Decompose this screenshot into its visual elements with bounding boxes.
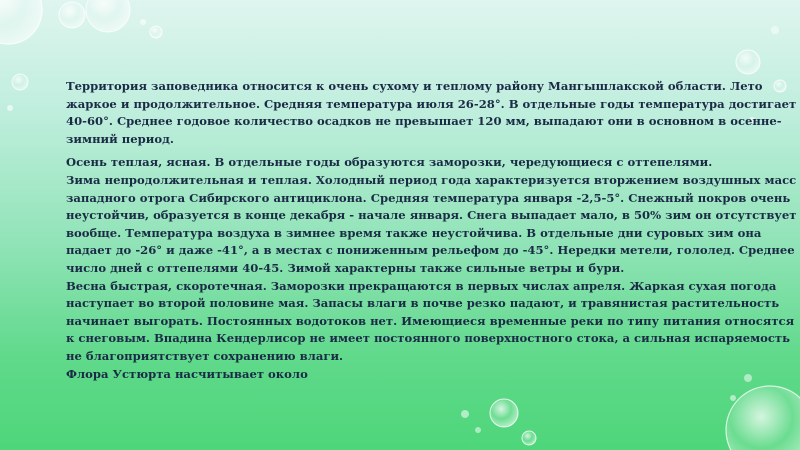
text-line: наступает во второй половине мая. Запасы влаги в почве резко падают, и травянистая растительность [66, 296, 780, 311]
text-line: начинает выгорать. Постоянных водотоков нет. Имеющиеся временные реки по типу питания относятся [66, 313, 795, 328]
text-line: к снеговым. Впадина Кендерлисор не имеет постоянного поверхностного стока, а сильная испаряемость [66, 331, 790, 346]
text-line: западного отрога Сибирского антициклона. Средняя температура января -2,5-5°. Снежный покров очень [66, 190, 791, 205]
paragraph-seasons [66, 154, 797, 383]
text-line: 40-60°. Среднее годовое количество осадков не превышает 120 мм, выпадают они в основном в осенне- [66, 114, 782, 129]
text-line: Весна быстрая, скоротечная. Заморозки прекращаются в первых числах апреля. Жаркая сухая погода [66, 278, 777, 293]
text-line: зимний период. [66, 131, 174, 146]
text-line: вообще. Температура воздуха в зимнее время также неустойчива. В отдельные дни суровых зим она [66, 225, 762, 240]
text-line: жаркое и продолжительное. Средняя температура июля 26-28°. В отдельные годы температура достигает [66, 96, 797, 111]
text-line: Зима непродолжительная и теплая. Холодный период года характеризуется вторжением воздушных масс [66, 172, 797, 187]
text-line: неустойчив, образуется в конце декабря - начале января. Снега выпадает мало, в 50% зим он отсутствует [66, 208, 797, 223]
paragraph-climate-summary [66, 78, 797, 148]
text-line: Территория заповедника относится к очень сухому и теплому району Мангышлакской области. Лето [66, 79, 763, 93]
slide-text [66, 78, 797, 383]
text-line: Осень теплая, ясная. В отдельные годы образуются заморозки, чередующиеся с оттепелями. [66, 155, 713, 170]
text-line: Флора Устюрта насчитывает около [66, 366, 308, 381]
text-line: число дней с оттепелями 40-45. Зимой характерны также сильные ветры и бури. [66, 260, 625, 275]
bubble-bottom [461, 374, 800, 450]
text-line: не благоприятствует сохранению влаги. [66, 348, 344, 363]
text-line: падает до -26° и даже -41°, а в местах с пониженным рельефом до -45°. Нередки метели, гололед. Среднее [66, 243, 795, 258]
